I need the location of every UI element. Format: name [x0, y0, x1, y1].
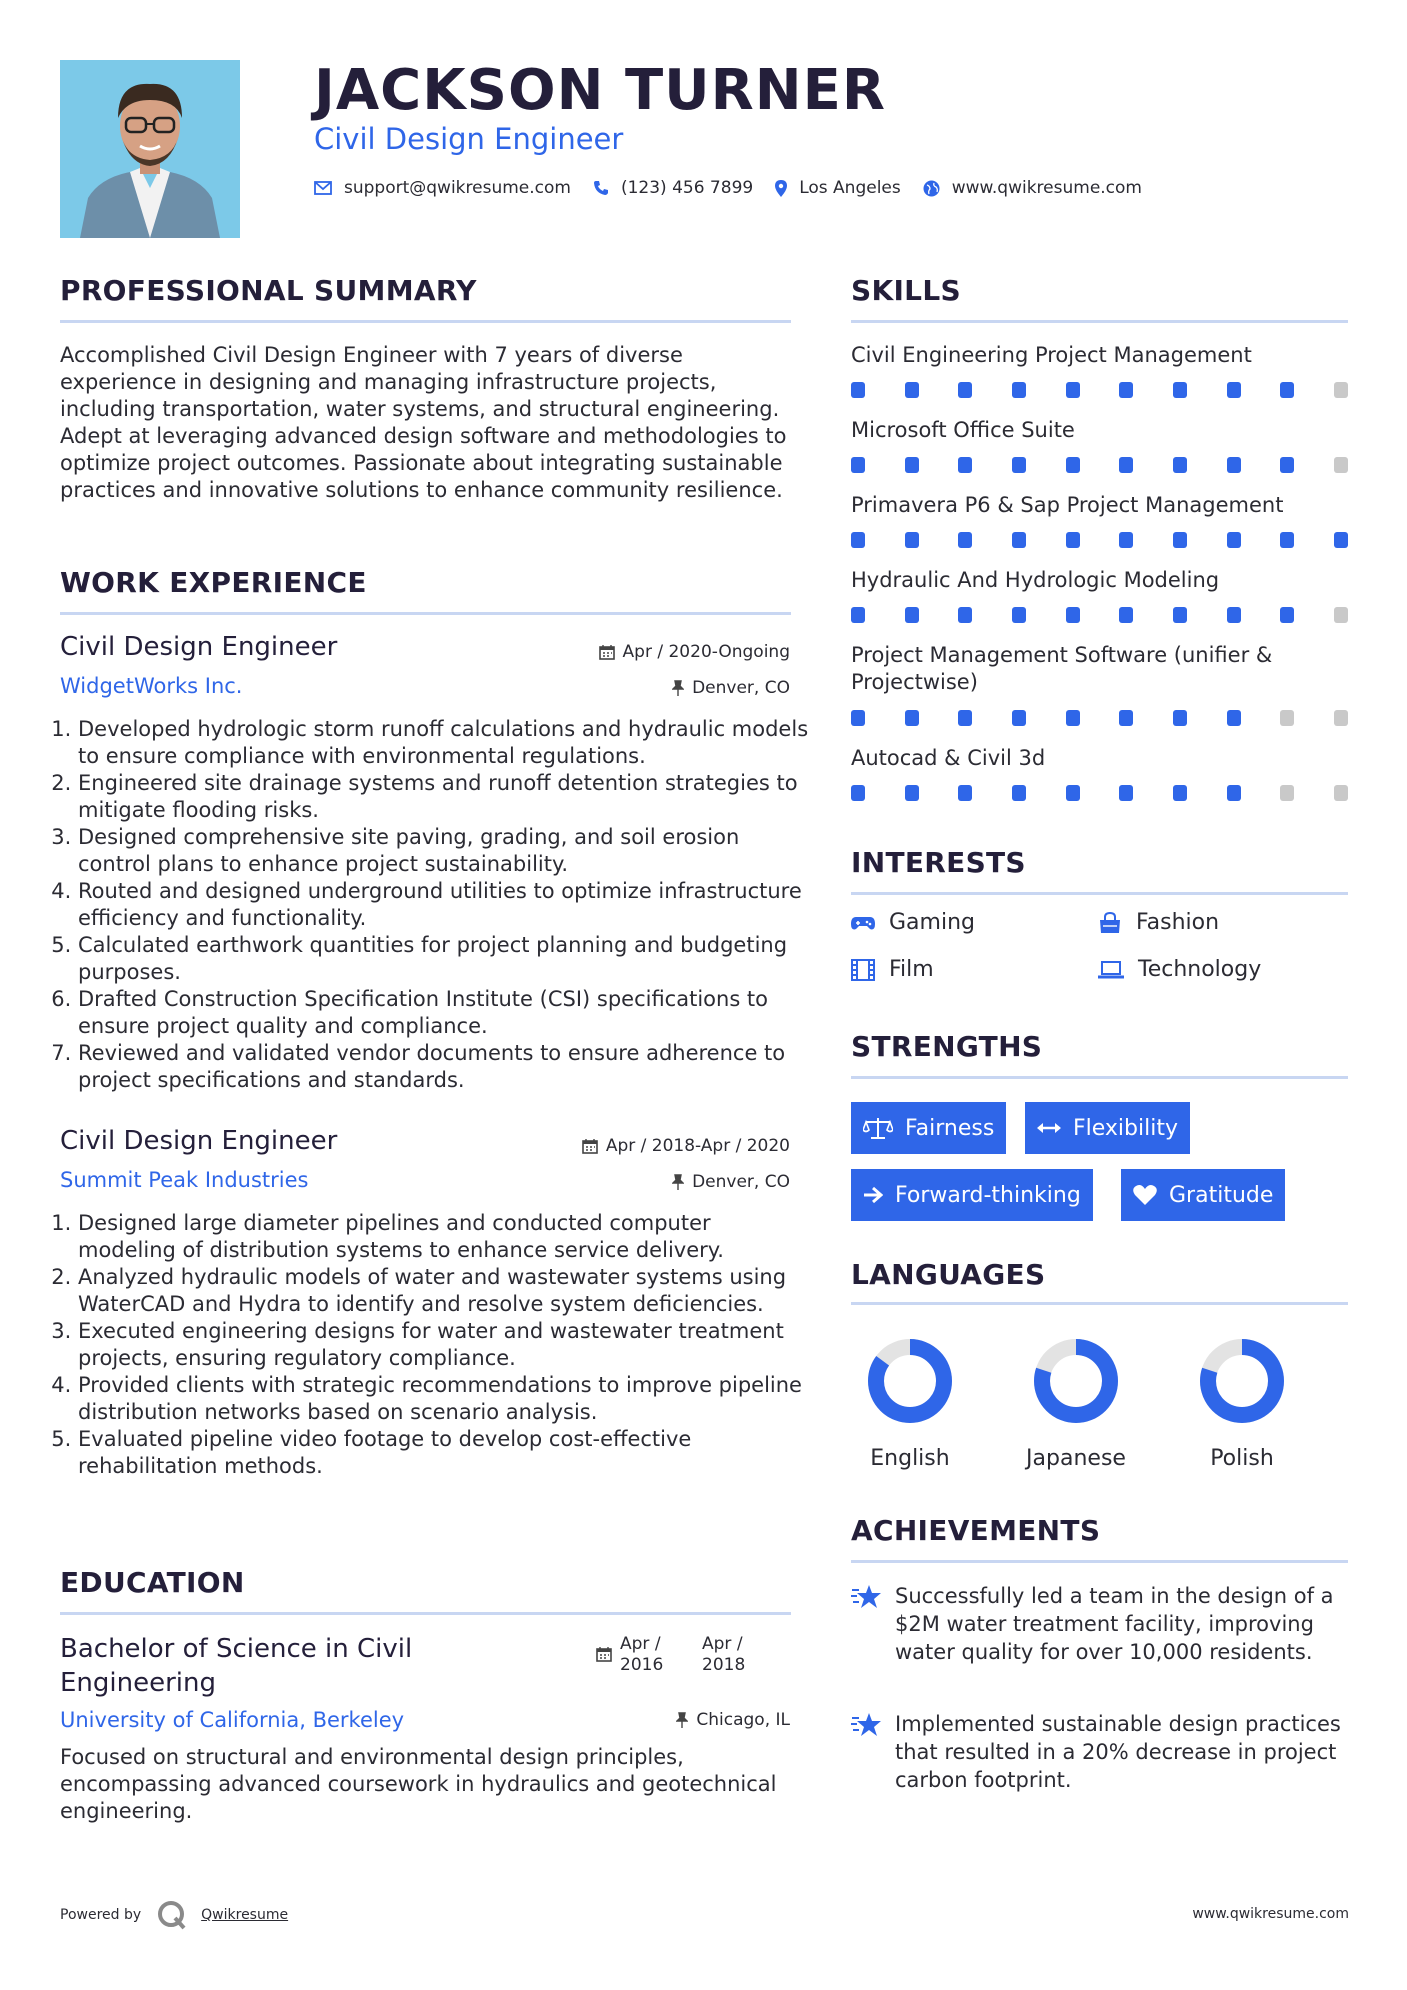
skill-level-dot: [1227, 607, 1241, 623]
skill-name: Microsoft Office Suite: [851, 418, 1075, 442]
skills-heading: SKILLS: [851, 274, 961, 307]
skill-level-dot: [1334, 457, 1348, 473]
skill-level-dot: [905, 382, 919, 398]
interest-label: Film: [889, 957, 934, 982]
pushpin-icon: [676, 1712, 688, 1728]
language-donut: [1031, 1336, 1121, 1426]
footer-powered-label: Powered by: [60, 1907, 142, 1923]
interest-gaming: [851, 910, 975, 935]
profile-photo: [60, 60, 240, 238]
skill-level-dot: [1280, 785, 1294, 801]
skill-level-dot: [1066, 710, 1080, 726]
skill-level-dot: [851, 785, 865, 801]
skill-level-dot: [1280, 457, 1294, 473]
experience-heading: WORK EXPERIENCE: [60, 566, 367, 599]
skill-level-dot: [1173, 382, 1187, 398]
skill-level-dots: [851, 382, 1348, 398]
language-donut: [1197, 1336, 1287, 1426]
skill-level-dot: [851, 710, 865, 726]
skill-level-dot: [958, 785, 972, 801]
skill-level-dot: [1119, 607, 1133, 623]
phone-icon: [593, 180, 609, 196]
skill-name: Primavera P6 & Sap Project Management: [851, 493, 1284, 517]
footer-powered-by: [60, 1900, 288, 1930]
skill-level-dot: [1227, 532, 1241, 548]
skill-level-dot: [1012, 532, 1026, 548]
skill-level-dots: [851, 785, 1348, 801]
skill-name: Hydraulic And Hydrologic Modeling: [851, 568, 1220, 592]
skill-level-dot: [958, 532, 972, 548]
map-marker-icon: [775, 180, 787, 197]
list-item: 2. Engineered site drainage systems and runoff detention strategies to mitigate flooding risks.: [78, 770, 818, 824]
job-2-location: [480, 1172, 790, 1192]
job-2-title: Civil Design Engineer: [60, 1126, 338, 1156]
education-end: Apr / 2018: [702, 1634, 746, 1675]
skill-level-dot: [1012, 607, 1026, 623]
education-location: [480, 1710, 790, 1730]
contact-email[interactable]: support@qwikresume.com: [344, 178, 571, 198]
contact-location: Los Angeles: [799, 178, 901, 198]
skill-level-dot: [851, 532, 865, 548]
skill-level-dot: [1227, 710, 1241, 726]
shopping-bag-icon: [1098, 912, 1122, 934]
skill-level-dot: [1280, 710, 1294, 726]
film-icon: [851, 959, 875, 981]
list-item: 7. Reviewed and validated vendor documents to ensure adherence to project specifications and standards.: [78, 1040, 818, 1094]
education-heading: EDUCATION: [60, 1566, 245, 1599]
list-item: 2. Analyzed hydraulic models of water and wastewater systems using WaterCAD and Hydra to identify and resolve system deficiencies.: [78, 1264, 808, 1318]
job-1-dates: [480, 642, 790, 662]
job-1-dates-text: Apr / 2020-Ongoing: [622, 642, 790, 662]
skill-level-dot: [1012, 785, 1026, 801]
contact-website[interactable]: www.qwikresume.com: [951, 178, 1142, 198]
achievement-1: [851, 1582, 1351, 1666]
skill-level-dot: [1227, 785, 1241, 801]
list-item: 4. Provided clients with strategic recommendations to improve pipeline distribution networks based on scenario analysis.: [78, 1372, 808, 1426]
skill-level-dot: [958, 710, 972, 726]
contact-bar: [314, 178, 1164, 198]
list-item: 3. Executed engineering designs for water and wastewater treatment projects, ensuring regulatory compliance.: [78, 1318, 808, 1372]
skill-level-dot: [958, 457, 972, 473]
laptop-icon: [1098, 961, 1124, 979]
interest-label: Gaming: [889, 910, 975, 935]
job-2-dates: [480, 1136, 790, 1156]
list-item: 1. Designed large diameter pipelines and conducted computer modeling of distribution systems to enhance service delivery.: [78, 1210, 808, 1264]
skill-level-dots: [851, 710, 1348, 726]
list-item: 3. Designed comprehensive site paving, grading, and soil erosion control plans to enhance project sustainability.: [78, 824, 818, 878]
strength-fairness: [851, 1102, 1006, 1154]
skill-level-dot: [1066, 457, 1080, 473]
interest-film: [851, 957, 934, 982]
list-item: 5. Evaluated pipeline video footage to develop cost-effective rehabilitation methods.: [78, 1426, 808, 1480]
interest-technology: [1098, 957, 1261, 982]
footer-brand-link[interactable]: Qwikresume: [201, 1907, 289, 1923]
pushpin-icon: [672, 680, 684, 696]
skill-level-dot: [1334, 710, 1348, 726]
skill-name: Civil Engineering Project Management: [851, 343, 1252, 367]
skill-level-dot: [1012, 457, 1026, 473]
candidate-title: Civil Design Engineer: [314, 122, 624, 156]
job-2-dates-text: Apr / 2018-Apr / 2020: [605, 1136, 790, 1156]
education-divider: [60, 1612, 791, 1615]
balance-scale-icon: [863, 1117, 893, 1139]
skill-level-dot: [905, 532, 919, 548]
job-1-bullets: [60, 716, 818, 1094]
language-name: English: [870, 1446, 950, 1471]
skill-level-dot: [1173, 710, 1187, 726]
achievements-divider: [851, 1560, 1348, 1563]
strength-label: Forward-thinking: [895, 1182, 1081, 1208]
skill-level-dot: [1066, 607, 1080, 623]
education-dates: [596, 1634, 756, 1676]
summary-text: Accomplished Civil Design Engineer with 7 years of diverse experience in designing and managing infrastructure projects, including transportation, water systems, and structural engineering. Adept at leveraging advanced design software and methodologies to optimize project outcomes. Passionate about integrating sustainable practices and innovative solutions to enhance community resilience.: [60, 343, 787, 502]
education-degree: Bachelor of Science in Civil Engineering: [60, 1634, 413, 1698]
skill-level-dot: [851, 382, 865, 398]
experience-divider: [60, 612, 791, 615]
star-badge-icon: [851, 1710, 895, 1794]
skill-level-dot: [1173, 457, 1187, 473]
job-1-location: [480, 678, 790, 698]
language-donut: [865, 1336, 955, 1426]
languages-divider: [851, 1302, 1348, 1305]
skill-level-dot: [905, 785, 919, 801]
qwikresume-logo-icon: [157, 1900, 187, 1930]
education-start: Apr / 2016: [620, 1634, 664, 1675]
achievement-text: Successfully led a team in the design of a $2M water treatment facility, improving water quality for over 10,000 residents.: [895, 1584, 1334, 1664]
strength-forward-thinking: [851, 1169, 1093, 1221]
calendar-icon: [599, 644, 615, 660]
globe-icon: [923, 180, 940, 197]
skill-level-dot: [905, 607, 919, 623]
education-location-text: Chicago, IL: [696, 1710, 790, 1730]
skill-level-dots: [851, 532, 1348, 548]
languages-heading: LANGUAGES: [851, 1258, 1046, 1291]
skill-level-dot: [1173, 785, 1187, 801]
skill-level-dot: [1119, 532, 1133, 548]
calendar-icon: [582, 1138, 598, 1154]
skill-level-dots: [851, 457, 1348, 473]
heart-icon: [1133, 1184, 1157, 1206]
skill-level-dot: [1066, 785, 1080, 801]
list-item: 4. Routed and designed underground utilities to optimize infrastructure efficiency and functionality.: [78, 878, 818, 932]
summary-divider: [60, 320, 791, 323]
star-badge-icon: [851, 1582, 895, 1666]
arrow-right-icon: [863, 1186, 883, 1204]
interest-fashion: [1098, 910, 1219, 935]
achievement-2: [851, 1710, 1351, 1794]
list-item: 5. Calculated earthwork quantities for project planning and budgeting purposes.: [78, 932, 818, 986]
skill-level-dot: [1334, 532, 1348, 548]
job-2-location-text: Denver, CO: [692, 1172, 790, 1192]
skill-level-dot: [1334, 785, 1348, 801]
pushpin-icon: [672, 1174, 684, 1190]
job-1-location-text: Denver, CO: [692, 678, 790, 698]
skill-level-dot: [851, 607, 865, 623]
strength-label: Gratitude: [1169, 1182, 1274, 1208]
strength-label: Flexibility: [1073, 1115, 1178, 1141]
language-japanese: [1006, 1336, 1146, 1471]
skills-divider: [851, 320, 1348, 323]
job-1-title: Civil Design Engineer: [60, 632, 338, 662]
job-2-bullets: [60, 1210, 808, 1480]
skill-level-dot: [1227, 457, 1241, 473]
skill-level-dot: [1280, 382, 1294, 398]
skill-level-dot: [851, 457, 865, 473]
job-2-company: Summit Peak Industries: [60, 1168, 309, 1192]
skill-level-dot: [1280, 532, 1294, 548]
list-item: 1. Developed hydrologic storm runoff calculations and hydraulic models to ensure compliance with environmental regulations.: [78, 716, 818, 770]
skill-level-dot: [1280, 607, 1294, 623]
calendar-icon: [596, 1646, 612, 1676]
skill-name: Project Management Software (unifier & Projectwise): [851, 643, 1273, 694]
skill-level-dot: [905, 457, 919, 473]
footer-url[interactable]: www.qwikresume.com: [1192, 1906, 1349, 1922]
education-school: University of California, Berkeley: [60, 1708, 405, 1732]
language-polish: [1172, 1336, 1312, 1471]
skill-level-dot: [905, 710, 919, 726]
skill-level-dot: [1334, 607, 1348, 623]
language-english: [840, 1336, 980, 1471]
skill-level-dot: [1334, 382, 1348, 398]
contact-phone[interactable]: (123) 456 7899: [620, 178, 754, 198]
strength-gratitude: [1121, 1169, 1285, 1221]
strengths-divider: [851, 1076, 1348, 1079]
skill-level-dot: [1119, 457, 1133, 473]
language-name: Japanese: [1026, 1446, 1126, 1471]
skill-name: Autocad & Civil 3d: [851, 746, 1046, 770]
strengths-heading: STRENGTHS: [851, 1030, 1043, 1063]
skill-level-dot: [1066, 382, 1080, 398]
achievements-heading: ACHIEVEMENTS: [851, 1514, 1101, 1547]
candidate-name: JACKSON TURNER: [314, 58, 887, 123]
skill-level-dot: [1066, 532, 1080, 548]
education-description: Focused on structural and environmental design principles, encompassing advanced coursework in hydraulics and geotechnical engineering.: [60, 1745, 777, 1823]
list-item: 6. Drafted Construction Specification Institute (CSI) specifications to ensure project quality and compliance.: [78, 986, 818, 1040]
job-1-company: WidgetWorks Inc.: [60, 674, 243, 698]
gamepad-icon: [851, 915, 875, 931]
skill-level-dot: [1119, 785, 1133, 801]
skill-level-dot: [1012, 710, 1026, 726]
achievement-text: Implemented sustainable design practices that resulted in a 20% decrease in project carbon footprint.: [895, 1712, 1341, 1792]
interests-heading: INTERESTS: [851, 846, 1026, 879]
summary-heading: PROFESSIONAL SUMMARY: [60, 274, 477, 307]
skill-level-dot: [1119, 382, 1133, 398]
envelope-icon: [314, 181, 332, 195]
skill-level-dot: [1012, 382, 1026, 398]
skill-level-dot: [1227, 382, 1241, 398]
skill-level-dot: [1119, 710, 1133, 726]
interest-label: Technology: [1138, 957, 1262, 982]
skill-level-dot: [958, 382, 972, 398]
interest-label: Fashion: [1136, 910, 1220, 935]
language-name: Polish: [1210, 1446, 1274, 1471]
skill-level-dot: [1173, 532, 1187, 548]
skill-level-dot: [958, 607, 972, 623]
strength-label: Fairness: [905, 1115, 995, 1141]
skill-level-dots: [851, 607, 1348, 623]
interests-divider: [851, 892, 1348, 895]
strength-flexibility: [1025, 1102, 1190, 1154]
skill-level-dot: [1173, 607, 1187, 623]
arrows-horizontal-icon: [1037, 1121, 1061, 1135]
